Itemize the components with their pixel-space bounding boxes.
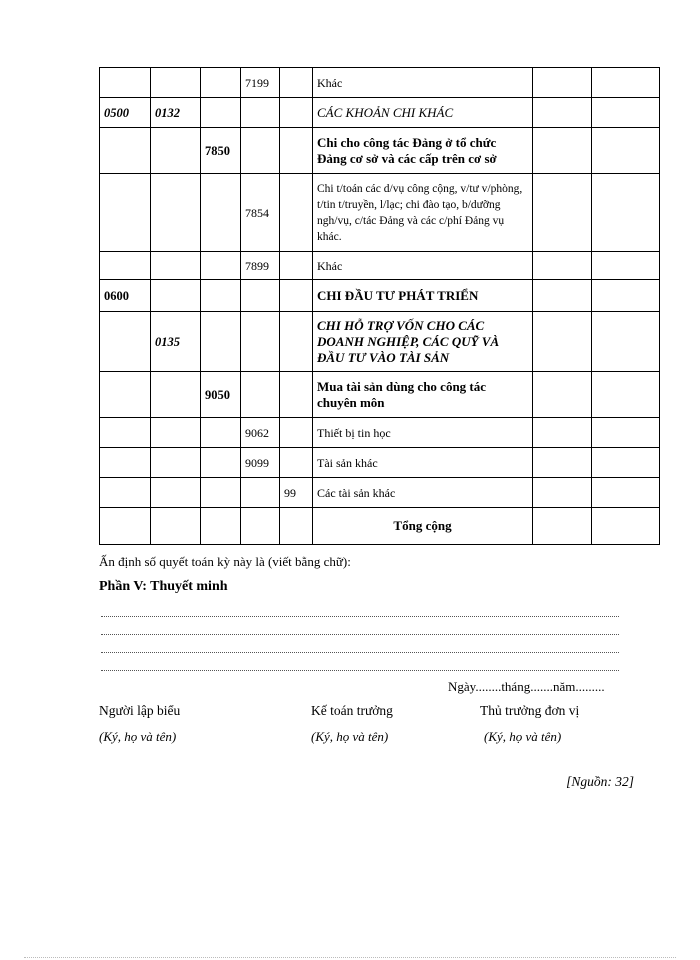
note-line [101, 616, 619, 617]
table-row: 7854 Chi t/toán các d/vụ công cộng, v/tư v/phòng, t/tin t/truyền, l/lạc; chi đào tạo, b/dưỡng ngh/vụ, c/tác Đảng và các c/phí Đảng vụ khác. [100, 174, 660, 252]
table-row: 0600 CHI ĐẦU TƯ PHÁT TRIỂN [100, 280, 660, 312]
note-line [101, 634, 619, 635]
signature-title: Người lập biểu [99, 703, 181, 718]
note-line [101, 652, 619, 653]
table-row: 9099 Tài sản khác [100, 448, 660, 478]
table-row: 99 Các tài sản khác [100, 478, 660, 508]
table-row: 0135 CHI HỖ TRỢ VỐN CHO CÁC DOANH NGHIỆP, CÁC QUỸ VÀ ĐẦU TƯ VÀO TÀI SẢN [100, 312, 660, 372]
signature-note: (Ký, họ và tên) [99, 729, 177, 744]
page-bottom-rule [24, 957, 676, 958]
budget-table [99, 67, 660, 545]
table-row [100, 508, 660, 545]
section-title: Phần V: Thuyết minh [99, 579, 228, 594]
total-label: Tổng cộng [313, 508, 533, 545]
table-row: 7199 Khác [100, 68, 660, 98]
table-row: 9062 Thiết bị tin học [100, 418, 660, 448]
source-note: [Nguồn: 32] [566, 774, 634, 789]
table-row: 7899 Khác [100, 252, 660, 280]
note-line [101, 670, 619, 671]
table-row: 9050 Mua tài sản dùng cho công tác chuyên môn [100, 372, 660, 418]
approval-line: Ấn định số quyết toán kỳ này là (viết bằng chữ): [99, 554, 351, 569]
signature-note: (Ký, họ và tên) [311, 729, 389, 744]
table-row: 0500 0132 CÁC KHOẢN CHI KHÁC [100, 98, 660, 128]
table-row: 7850 Chi cho công tác Đảng ở tổ chức Đảng cơ sở và các cấp trên cơ sở [100, 128, 660, 174]
signature-note: (Ký, họ và tên) [484, 729, 562, 744]
signature-title: Kế toán trưởng [311, 703, 393, 718]
date-line: Ngày........tháng.......năm......... [448, 679, 605, 694]
signature-title: Thủ trưởng đơn vị [480, 703, 580, 718]
